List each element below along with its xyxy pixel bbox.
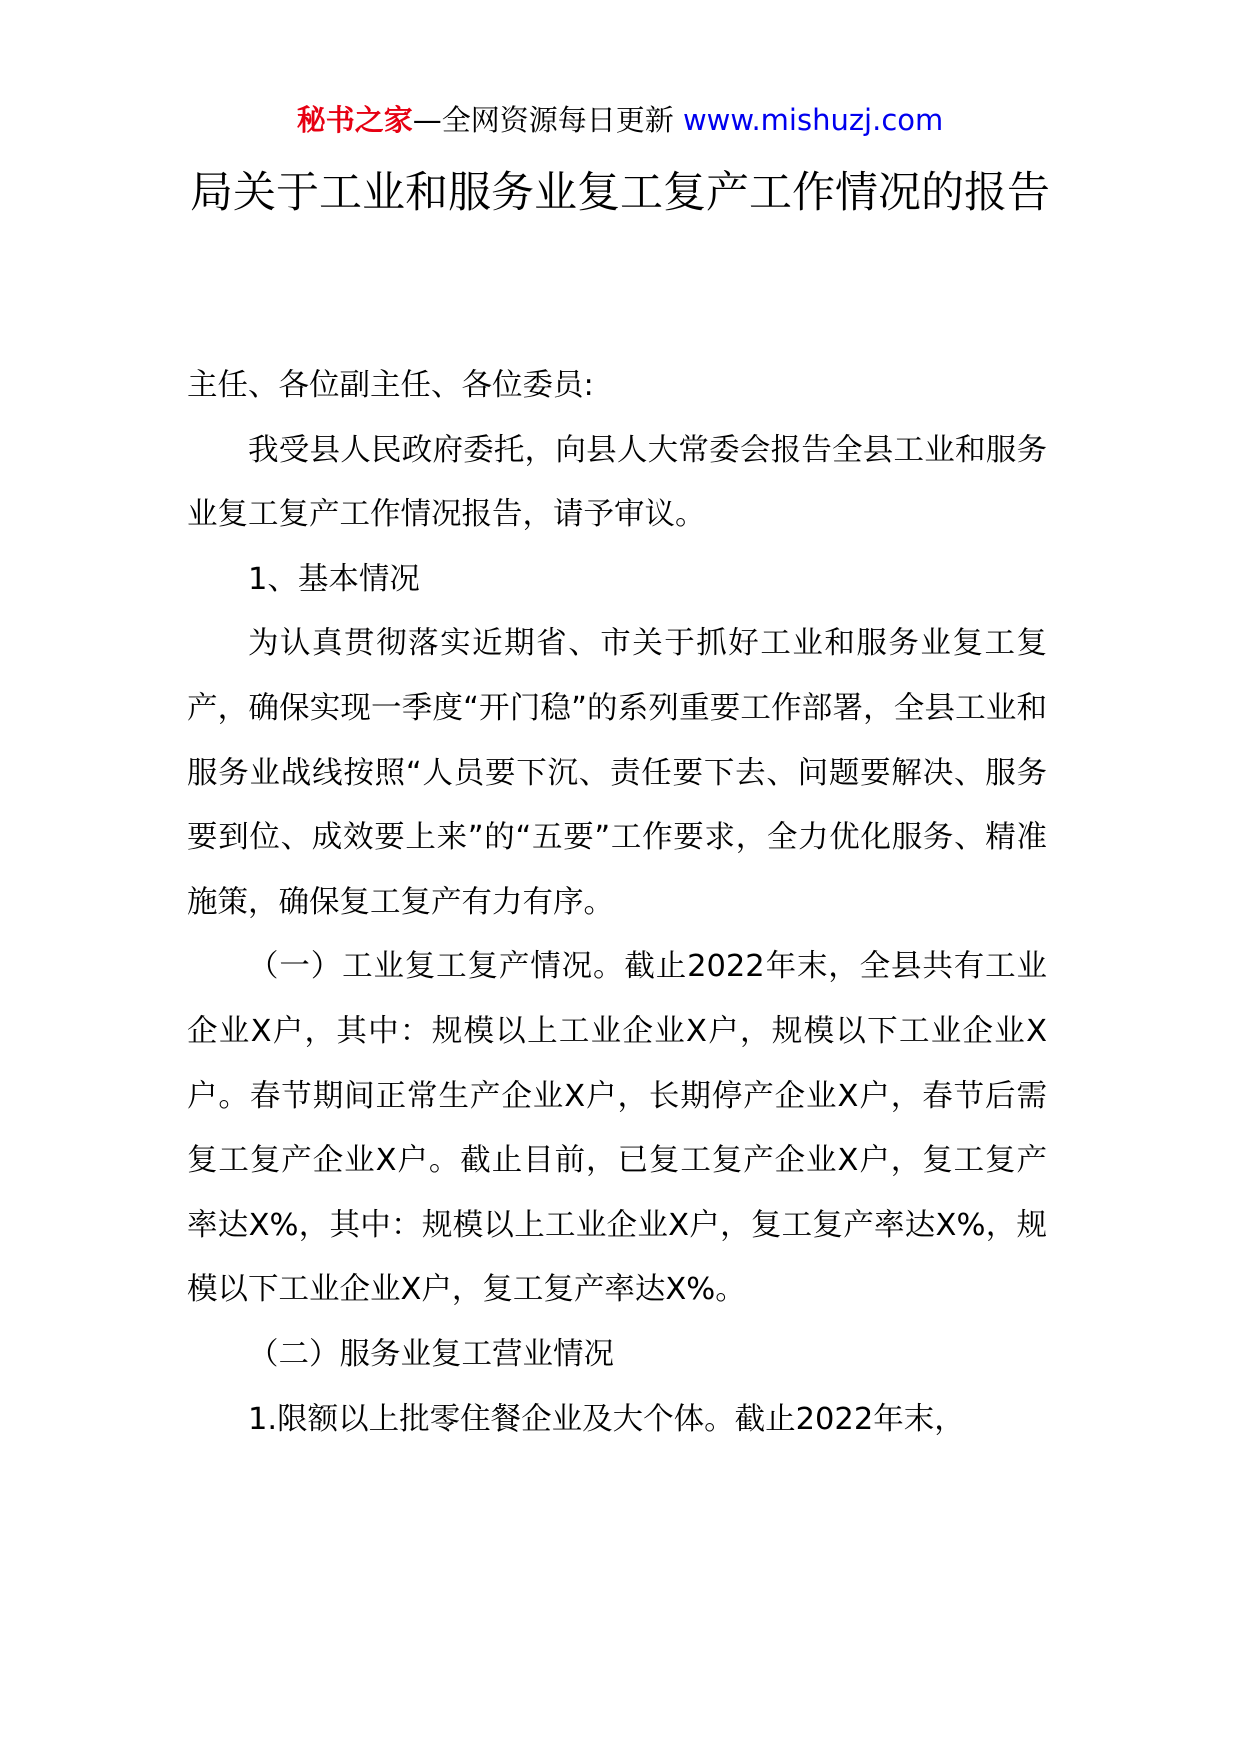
banner-url-link[interactable]: www.mishuzj.com	[682, 103, 944, 137]
document-body	[187, 354, 1047, 1452]
services-paragraph: 1.限额以上批零住餐企业及大个体。截止2022年末，	[248, 1401, 965, 1437]
salutation: 主任、各位副主任、各位委员:	[187, 368, 594, 403]
basic-situation-paragraph: 为认真贯彻落实近期省、市关于抓好工业和服务业复工复产，确保实现一季度“开门稳”的系列重要工作部署，全县工业和服务业战线按照“人员要下沉、责任要下去、问题要解决、服务要到位、成效要上来”的“五要”工作要求，全力优化服务、精准施策，确保复工复产有力有序。	[187, 626, 1047, 920]
banner-brand: 秘书之家	[296, 103, 413, 137]
document-title: 局关于工业和服务业复工复产工作情况的报告	[190, 168, 1050, 218]
industry-paragraph: （一）工业复工复产情况。截止2022年末，全县共有工业企业X户，其中：规模以上工业企业X户，规模以下工业企业X户。春节期间正常生产企业X户，长期停产企业X户，春节后需复工复产企业X户。截止目前，已复工复产企业X户，复工复产率达X%，其中：规模以上工业企业X户，复工复产率达X%，规模以下工业企业X户，复工复产率达X%。	[187, 949, 1047, 1308]
section-heading-basic: 1、基本情况	[248, 561, 420, 597]
watermark-banner	[0, 100, 1240, 140]
section-heading-services: （二）服务业复工营业情况	[248, 1336, 614, 1372]
intro-paragraph: 我受县人民政府委托，向县人大常委会报告全县工业和服务业复工复产工作情况报告，请予审议。	[187, 432, 1047, 533]
banner-slogan: —全网资源每日更新	[412, 103, 683, 137]
